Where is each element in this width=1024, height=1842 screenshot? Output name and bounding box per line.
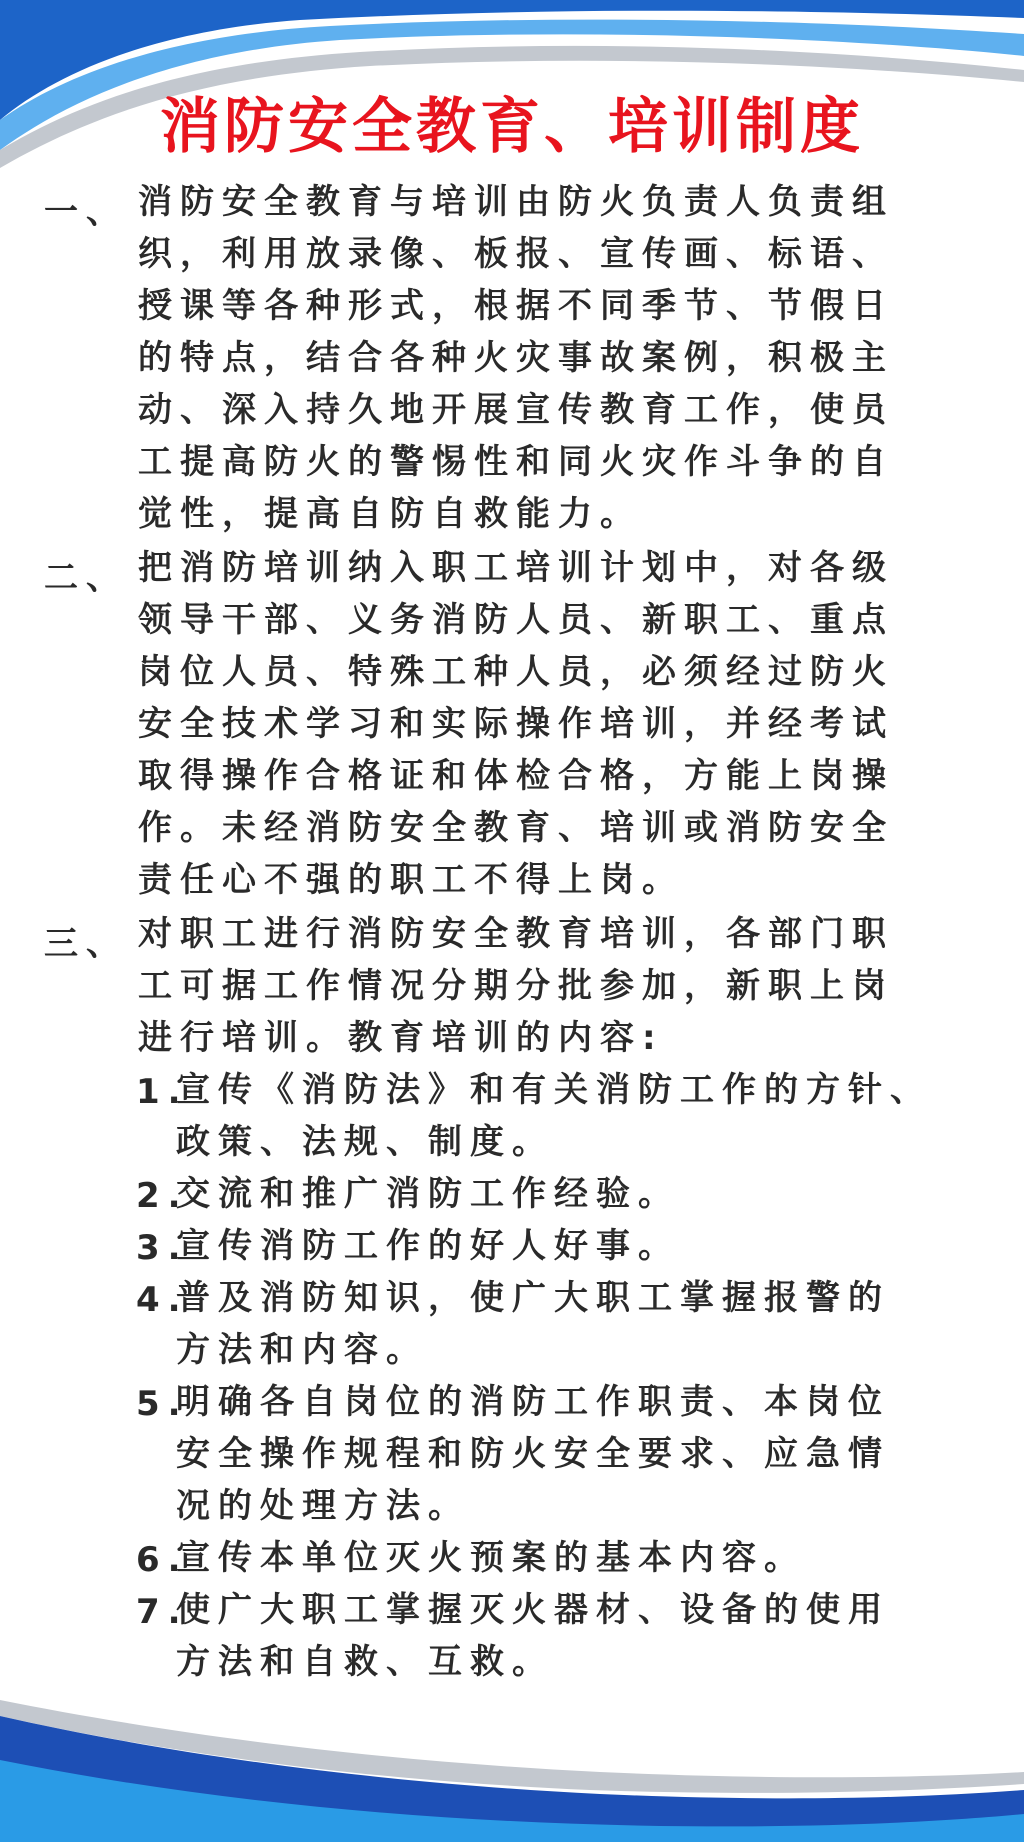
text-line: 织，利用放录像、板报、宣传画、标语、 <box>138 234 894 274</box>
text-line: 进行培训。教育培训的内容: <box>138 1018 664 1058</box>
text-line: 宣传《消防法》和有关消防工作的方针、 <box>176 1070 932 1110</box>
item-number: 3. <box>136 1228 189 1268</box>
text-line: 动、深入持久地开展宣传教育工作，使员 <box>138 390 894 430</box>
item-text <box>176 1168 1006 1220</box>
item-text <box>176 1064 1006 1168</box>
text-line: 工提高防火的警惕性和同火灾作斗争的自 <box>138 442 894 482</box>
text-line: 安全技术学习和实际操作培训，并经考试 <box>138 704 894 744</box>
text-line: 普及消防知识，使广大职工掌握报警的 <box>176 1278 890 1318</box>
text-line: 明确各自岗位的消防工作职责、本岗位 <box>176 1382 890 1422</box>
section-number: 一、 <box>44 192 128 232</box>
text-line: 领导干部、义务消防人员、新职工、重点 <box>138 600 894 640</box>
text-line: 况的处理方法。 <box>176 1486 470 1526</box>
section-text <box>138 542 1008 906</box>
text-line: 交流和推广消防工作经验。 <box>176 1174 680 1214</box>
text-line: 作。未经消防安全教育、培训或消防安全 <box>138 808 894 848</box>
item-number: 2. <box>136 1176 189 1216</box>
item-text <box>176 1376 1006 1532</box>
text-line: 宣传消防工作的好人好事。 <box>176 1226 680 1266</box>
text-line: 取得操作合格证和体检合格，方能上岗操 <box>138 756 894 796</box>
item-text <box>176 1220 1006 1272</box>
text-line: 觉性，提高自防自救能力。 <box>138 494 642 534</box>
text-line: 责任心不强的职工不得上岗。 <box>138 860 684 900</box>
text-line: 方法和内容。 <box>176 1330 428 1370</box>
text-line: 宣传本单位灭火预案的基本内容。 <box>176 1538 806 1578</box>
text-line: 把消防培训纳入职工培训计划中，对各级 <box>138 548 894 588</box>
text-line: 政策、法规、制度。 <box>176 1122 554 1162</box>
text-line: 使广大职工掌握灭火器材、设备的使用 <box>176 1590 890 1630</box>
section-number: 三、 <box>44 924 128 964</box>
section-text <box>138 176 1008 540</box>
text-line: 授课等各种形式，根据不同季节、节假日 <box>138 286 894 326</box>
item-text <box>176 1532 1006 1584</box>
section-text <box>138 908 1008 1064</box>
item-text <box>176 1584 1006 1688</box>
item-number: 6. <box>136 1540 189 1580</box>
text-line: 安全操作规程和防火安全要求、应急情 <box>176 1434 890 1474</box>
text-line: 的特点，结合各种火灾事故案例，积极主 <box>138 338 894 378</box>
item-number: 7. <box>136 1592 189 1632</box>
item-number: 4. <box>136 1280 189 1320</box>
text-line: 方法和自救、互救。 <box>176 1642 554 1682</box>
item-text <box>176 1272 1006 1376</box>
text-line: 对职工进行消防安全教育培训，各部门职 <box>138 914 894 954</box>
poster-title: 消防安全教育、培训制度 <box>160 92 864 162</box>
text-line: 岗位人员、特殊工种人员，必须经过防火 <box>138 652 894 692</box>
item-number: 1. <box>136 1072 189 1112</box>
item-number: 5. <box>136 1384 189 1424</box>
text-line: 消防安全教育与培训由防火负责人负责组 <box>138 182 894 222</box>
text-line: 工可据工作情况分期分批参加，新职上岗 <box>138 966 894 1006</box>
section-number: 二、 <box>44 558 128 598</box>
